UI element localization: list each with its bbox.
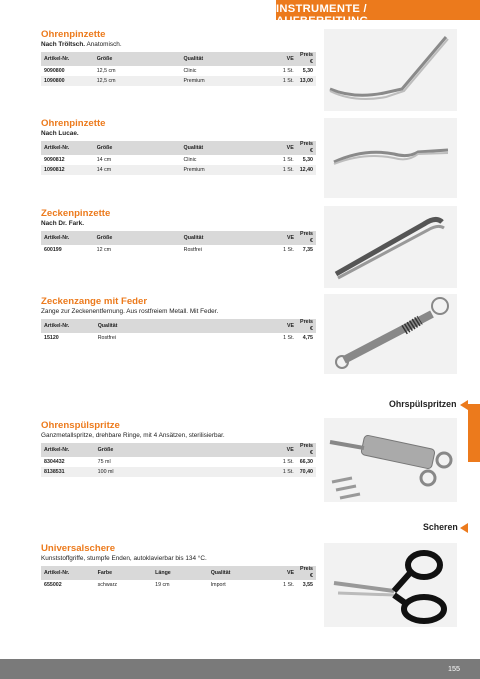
table-row: 8304432 75 ml 1 St. 66,30 <box>44 459 313 465</box>
tick-pliers-image <box>324 294 457 374</box>
product-ohrenspuelspritze <box>41 420 316 477</box>
table-row: 1090812 14 cm Premium 1 St. 12,40 <box>41 165 316 175</box>
category-heading-ohrspuelspritzen: Ohrspülspritzen <box>389 399 457 409</box>
product-subtitle: Zange zur Zeckenentfernung. Aus rostfreiem Metall. Mit Feder. <box>41 308 219 315</box>
table-header: Artikel-Nr. Farbe Länge Qualität VE Preis € <box>41 566 316 580</box>
product-title: Universalschere <box>41 543 116 554</box>
product-ohrenpinzette-troeltsch <box>41 29 316 86</box>
product-subtitle: Nach Tröltsch. Anatomisch. <box>41 41 122 48</box>
forceps-lucae-image <box>324 118 457 198</box>
product-zeckenzange <box>41 296 316 343</box>
table-header: Artikel-Nr. Qualität VE Preis € <box>41 319 316 333</box>
table-row: 600199 12 cm Rostfrei 1 St. 7,35 <box>44 247 313 253</box>
table-header: Artikel-Nr. Größe Qualität VE Preis € <box>41 231 316 245</box>
header-title: INSTRUMENTE / AUFBEREITUNG <box>276 3 369 27</box>
product-table <box>41 141 316 175</box>
table-header: Artikel-Nr. Größe Qualität VE Preis € <box>41 52 316 66</box>
arrow-left-icon <box>460 523 468 533</box>
table-row: 15120 Rostfrei 1 St. 4,75 <box>44 335 313 341</box>
page-number: 155 <box>448 664 460 673</box>
product-title: Zeckenzange mit Feder <box>41 296 148 307</box>
footer-band <box>0 659 480 679</box>
table-header: Artikel-Nr. Größe Qualität VE Preis € <box>41 141 316 155</box>
product-table <box>41 52 316 86</box>
product-table <box>41 443 316 477</box>
product-subtitle: Nach Lucae. <box>41 130 79 137</box>
product-ohrenpinzette-lucae <box>41 118 316 175</box>
table-row: 9090800 12,5 cm Clinic 1 St. 5,30 <box>44 68 313 74</box>
side-tab <box>468 404 480 462</box>
product-universalschere <box>41 543 316 590</box>
tick-tweezers-image <box>324 206 457 288</box>
product-table <box>41 319 316 343</box>
table-row: 655002 schwarz 19 cm Import 1 St. 3,55 <box>44 582 313 588</box>
product-subtitle: Nach Dr. Fark. <box>41 220 84 227</box>
table-row: 9090812 14 cm Clinic 1 St. 5,30 <box>44 157 313 163</box>
table-row: 8138531 100 ml 1 St. 70,40 <box>41 467 316 477</box>
arrow-left-icon <box>460 400 468 410</box>
table-header: Artikel-Nr. Größe VE Preis € <box>41 443 316 457</box>
product-title: Ohrenpinzette <box>41 118 106 129</box>
product-title: Ohrenspülspritze <box>41 420 120 431</box>
header-band <box>276 0 480 27</box>
product-subtitle: Ganzmetallspritze, drehbare Ringe, mit 4 Ansätzen, sterilisierbar. <box>41 432 225 439</box>
ear-syringe-image <box>324 418 457 502</box>
forceps-troeltsch-image <box>324 29 457 111</box>
product-table <box>41 566 316 590</box>
category-heading-scheren: Scheren <box>423 522 458 532</box>
product-zeckenpinzette <box>41 208 316 255</box>
scissors-image <box>324 543 457 627</box>
product-title: Zeckenpinzette <box>41 208 111 219</box>
product-subtitle: Kunststoffgriffe, stumpfe Enden, autoklavierbar bis 134 °C. <box>41 555 207 562</box>
product-title: Ohrenpinzette <box>41 29 106 40</box>
product-table <box>41 231 316 255</box>
table-row: 1090800 12,5 cm Premium 1 St. 13,00 <box>41 76 316 86</box>
